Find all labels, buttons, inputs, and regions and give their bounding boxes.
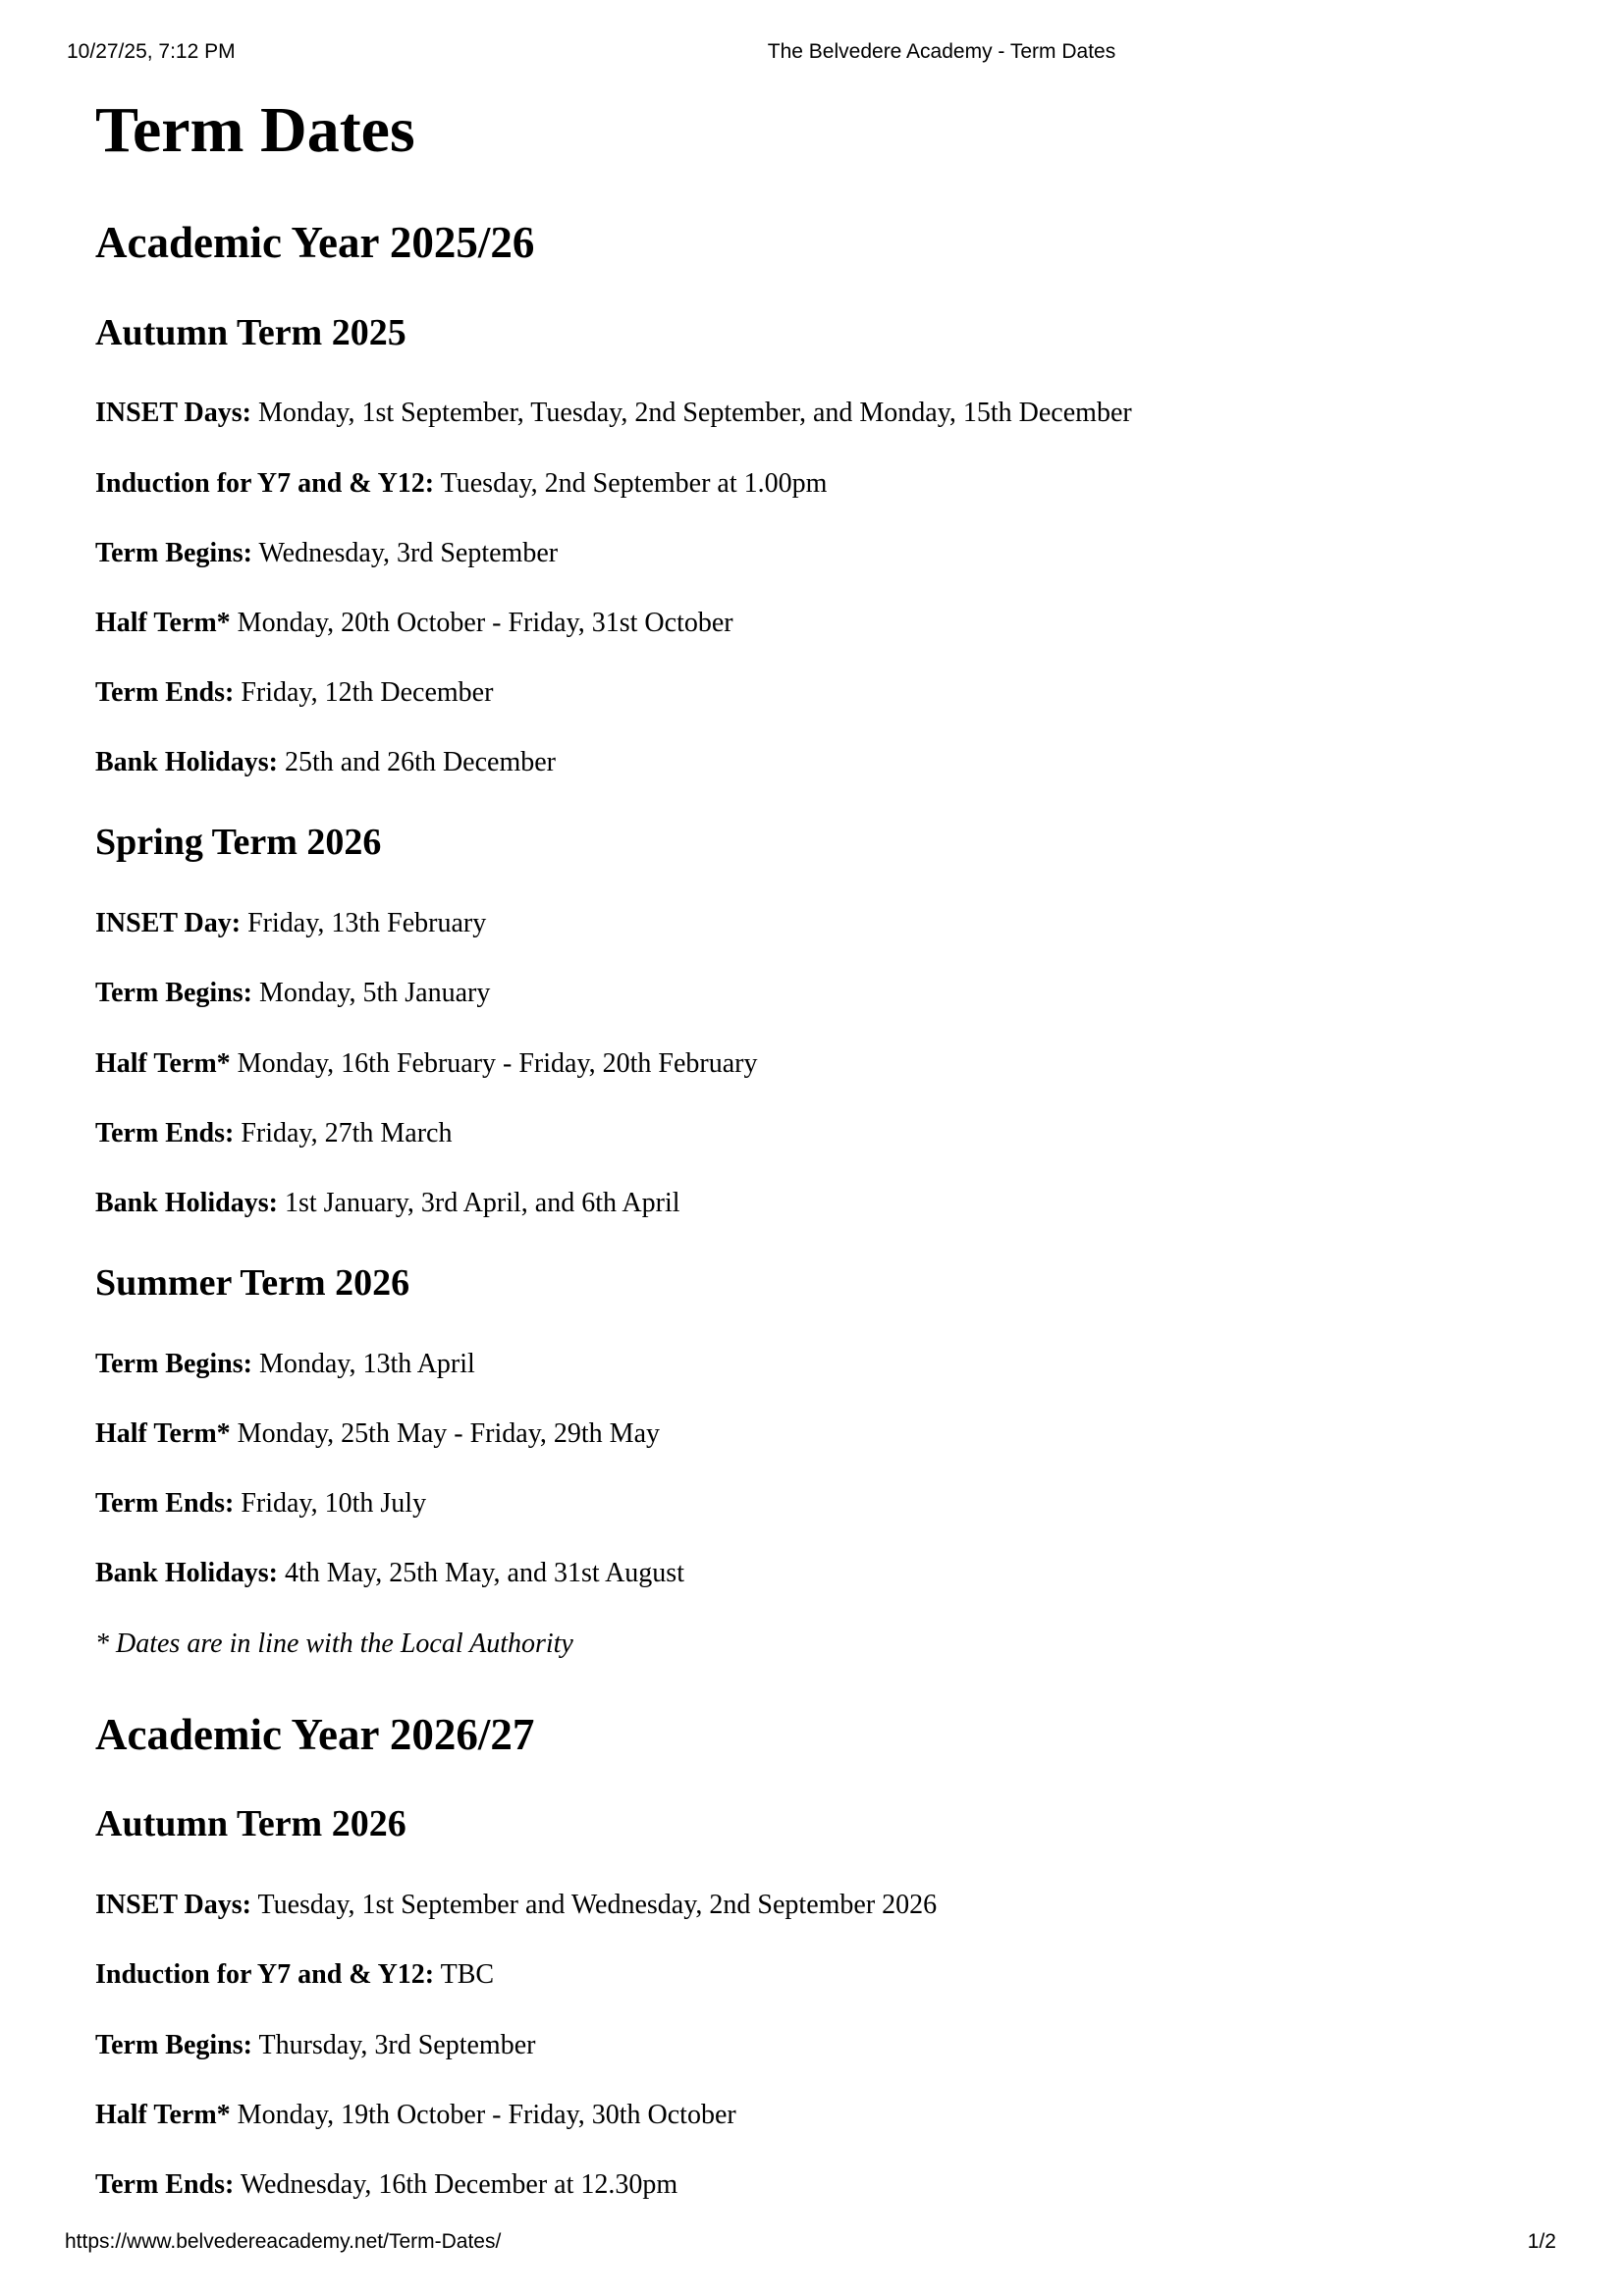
term-heading: Autumn Term 2025 [95,311,406,353]
entry-value: TBC [434,1959,495,1991]
term-entry [95,398,1528,429]
page-title: Term Dates [95,94,415,166]
print-footer [65,2230,1556,2253]
term-entry [95,1118,1528,1149]
entry-label: Induction for Y7 and & Y12: [95,467,435,499]
entry-value: Wednesday, 3rd September [251,537,559,568]
year-heading: Academic Year 2026/27 [95,1709,535,1759]
term-entry [95,1048,1528,1080]
entry-label: Bank Holidays: [95,747,278,778]
entry-value: Monday, 25th May - Friday, 29th May [230,1417,660,1449]
entry-label: Half Term* [95,1417,231,1449]
entry-label: Term Ends: [95,677,235,709]
year-heading: Academic Year 2025/26 [95,217,535,267]
entry-value: Tuesday, 1st September and Wednesday, 2nd September 2026 [250,1890,938,1921]
entry-value: 25th and 26th December [277,747,556,778]
term-entry [95,608,1528,639]
entry-value: 1st January, 3rd April, and 6th April [277,1187,680,1218]
term-heading: Summer Term 2026 [95,1262,410,1305]
footnote: * Dates are in line with the Local Authority [95,1628,573,1659]
entry-label: Term Ends: [95,1117,235,1148]
term-entry [95,747,1528,778]
term-entry [95,1558,1528,1589]
term-entry [95,1349,1528,1380]
entry-label: INSET Days: [95,398,251,429]
entry-label: Term Begins: [95,2029,252,2060]
entry-label: Term Ends: [95,1488,235,1520]
entry-value: Monday, 19th October - Friday, 30th October [230,2099,736,2130]
term-entry [95,468,1528,500]
term-entry [95,677,1528,709]
term-entry [95,538,1528,569]
entry-value: 4th May, 25th May, and 31st August [277,1558,684,1589]
document-content [95,0,1528,2201]
term-entry [95,2169,1528,2201]
term-entry [95,2030,1528,2061]
term-entry [95,1488,1528,1520]
print-page-number: 1/2 [1527,2230,1556,2253]
term-entry [95,1418,1528,1450]
term-entry [95,1890,1528,1921]
print-datetime: 10/27/25, 7:12 PM [67,40,236,63]
term-entry [95,2100,1528,2131]
academic-year-section-2025-26 [95,218,1528,1660]
entry-value: Monday, 20th October - Friday, 31st October [230,607,733,638]
entry-value: Thursday, 3rd September [251,2029,536,2060]
print-url: https://www.belvedereacademy.net/Term-Dates/ [65,2230,502,2253]
entry-label: Half Term* [95,2099,231,2130]
entry-label: Term Begins: [95,1348,252,1379]
entry-label: Induction for Y7 and & Y12: [95,1959,435,1991]
academic-year-section-2026-27 [95,1710,1528,2201]
term-entry [95,978,1528,1009]
entry-label: Term Begins: [95,978,252,1009]
entry-label: Bank Holidays: [95,1558,278,1589]
print-doc-title: The Belvedere Academy - Term Dates [767,40,1116,63]
entry-label: Term Begins: [95,537,252,568]
term-entry [95,908,1528,939]
entry-value: Friday, 10th July [234,1488,427,1520]
entry-label: Bank Holidays: [95,1187,278,1218]
entry-label: Half Term* [95,607,231,638]
term-entry [95,1959,1528,1991]
entry-label: INSET Days: [95,1890,251,1921]
entry-value: Tuesday, 2nd September at 1.00pm [434,467,828,499]
entry-value: Monday, 13th April [251,1348,475,1379]
entry-label: Half Term* [95,1047,231,1079]
entry-value: Monday, 5th January [251,978,491,1009]
entry-value: Wednesday, 16th December at 12.30pm [234,2168,678,2200]
print-header [0,40,1623,70]
entry-value: Friday, 27th March [234,1117,453,1148]
entry-label: INSET Day: [95,908,242,939]
entry-label: Term Ends: [95,2168,235,2200]
entry-value: Friday, 13th February [241,908,487,939]
term-entry [95,1188,1528,1219]
entry-value: Monday, 16th February - Friday, 20th February [230,1047,758,1079]
term-heading: Autumn Term 2026 [95,1803,406,1845]
term-heading: Spring Term 2026 [95,822,382,864]
entry-value: Monday, 1st September, Tuesday, 2nd September, and Monday, 15th December [250,398,1132,429]
entry-value: Friday, 12th December [234,677,494,709]
